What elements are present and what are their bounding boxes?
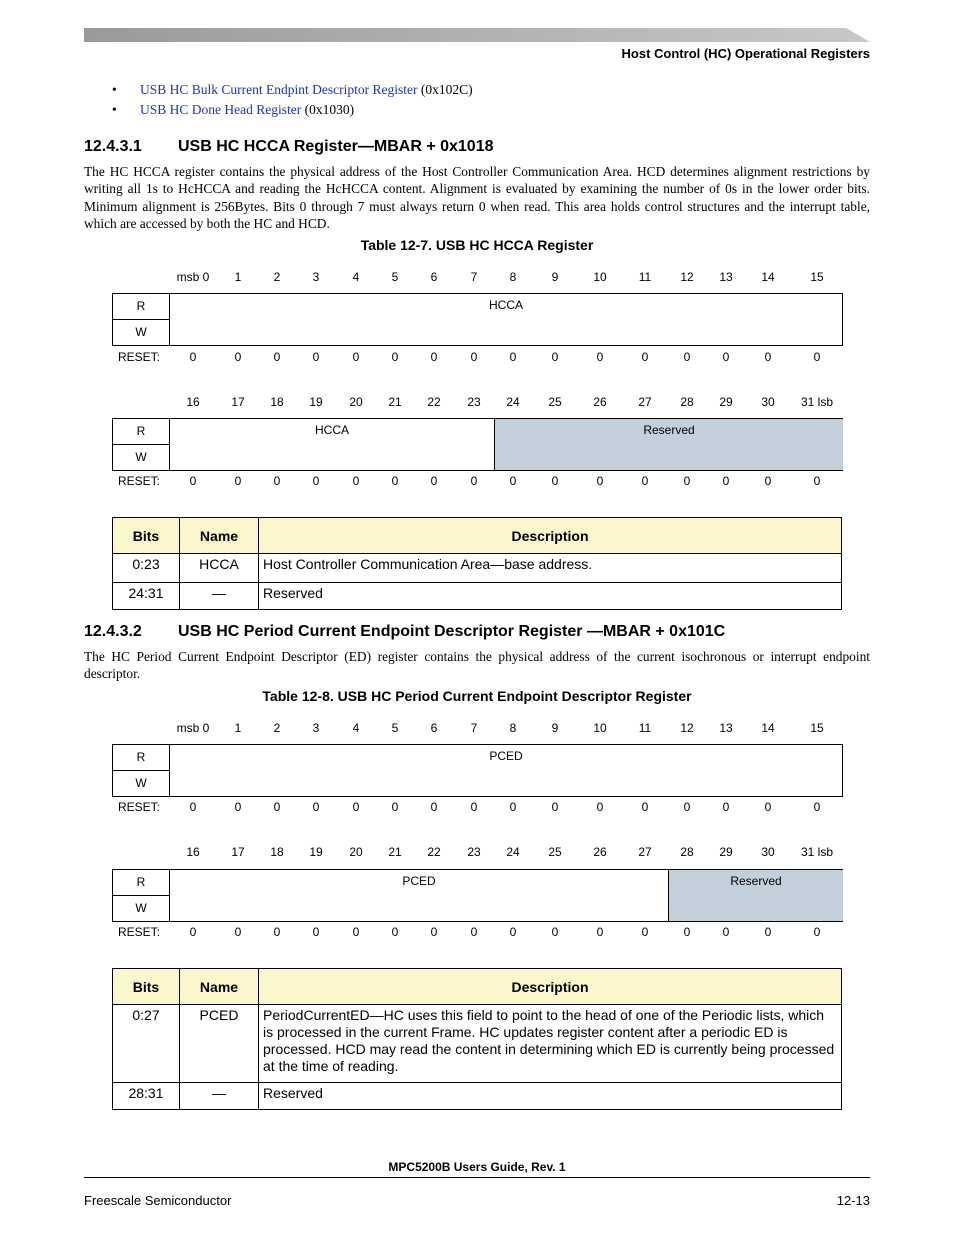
reset-value: 0 bbox=[764, 474, 772, 488]
reset-value: 0 bbox=[551, 925, 559, 939]
bit-numbers-upper bbox=[112, 721, 842, 737]
table-row: 0:23 HCCA Host Controller Communication Area—base address. bbox=[113, 554, 842, 583]
reset-value: 0 bbox=[722, 474, 730, 488]
reset-value: 0 bbox=[391, 350, 399, 364]
reset-value: 0 bbox=[764, 800, 772, 814]
reset-value: 0 bbox=[813, 350, 821, 364]
bit-number: 11 bbox=[638, 270, 652, 284]
bit-number: 13 bbox=[719, 270, 733, 284]
bullet-list bbox=[112, 80, 473, 120]
bit-number: 1 bbox=[234, 721, 242, 735]
reset-value: 0 bbox=[641, 800, 649, 814]
bit-number: 26 bbox=[593, 845, 607, 859]
table-header-row: Bits Name Description bbox=[113, 969, 842, 1005]
bit-number: 15 bbox=[810, 270, 824, 284]
reset-label: RESET: bbox=[118, 474, 161, 488]
table-row: 0:27 PCED PeriodCurrentED—HC uses this field to point to the head of one of the Periodic lists, which is processed in the current Frame. HC updates register content after a periodic ED is processed. HCD may read the content in determining which ED is currently being processed at the time of reading. bbox=[113, 1005, 842, 1083]
read-label: R bbox=[113, 870, 169, 896]
field-reserved: Reserved bbox=[494, 419, 843, 470]
reset-value: 0 bbox=[273, 800, 281, 814]
bit-number: 17 bbox=[231, 395, 245, 409]
reset-row-lower bbox=[112, 925, 842, 941]
section-heading-hcca: 12.4.3.1 USB HC HCCA Register—MBAR + 0x1018 bbox=[84, 138, 494, 155]
bit-number: 28 bbox=[680, 395, 694, 409]
bit-number: 18 bbox=[270, 845, 284, 859]
write-label: W bbox=[135, 901, 147, 915]
footer-rule bbox=[84, 1177, 870, 1178]
bit-number: 8 bbox=[509, 270, 517, 284]
bit-number: 2 bbox=[273, 721, 281, 735]
bit-number: 27 bbox=[638, 395, 652, 409]
register-row-lower bbox=[112, 869, 843, 922]
reset-value: 0 bbox=[312, 350, 320, 364]
reset-value: 0 bbox=[352, 350, 360, 364]
bit-number: 17 bbox=[231, 845, 245, 859]
reset-value: 0 bbox=[509, 474, 517, 488]
reset-value: 0 bbox=[470, 350, 478, 364]
bit-number: 20 bbox=[349, 395, 363, 409]
reset-value: 0 bbox=[509, 800, 517, 814]
bit-number: 29 bbox=[719, 395, 733, 409]
reset-value: 0 bbox=[596, 350, 604, 364]
reset-value: 0 bbox=[813, 474, 821, 488]
bit-number: 3 bbox=[312, 270, 320, 284]
reset-value: 0 bbox=[430, 474, 438, 488]
bullet-item: • USB HC Bulk Current Endpint Descriptor Register (0x102C) bbox=[112, 80, 473, 100]
reset-value: 0 bbox=[312, 800, 320, 814]
bit-number: 9 bbox=[551, 270, 559, 284]
bit-number: 29 bbox=[719, 845, 733, 859]
reset-value: 0 bbox=[470, 800, 478, 814]
reset-value: 0 bbox=[391, 800, 399, 814]
reset-value: 0 bbox=[234, 800, 242, 814]
reset-row-upper bbox=[112, 350, 842, 366]
bit-number: 10 bbox=[593, 721, 607, 735]
read-label: R bbox=[113, 745, 169, 771]
read-label: R bbox=[113, 294, 169, 320]
done-head-link[interactable]: USB HC Done Head Register bbox=[140, 102, 302, 117]
hcca-field-description-table bbox=[112, 517, 842, 610]
bit-number: 15 bbox=[810, 721, 824, 735]
bit-number: 22 bbox=[427, 845, 441, 859]
page-number: 12-13 bbox=[836, 1193, 870, 1208]
bit-number: 22 bbox=[427, 395, 441, 409]
register-row-lower bbox=[112, 418, 843, 471]
field-reserved: Reserved bbox=[668, 870, 843, 921]
reset-value: 0 bbox=[234, 925, 242, 939]
reset-value: 0 bbox=[273, 350, 281, 364]
reset-value: 0 bbox=[813, 925, 821, 939]
reset-value: 0 bbox=[312, 925, 320, 939]
reset-value: 0 bbox=[234, 474, 242, 488]
bit-number: 24 bbox=[506, 395, 520, 409]
bit-number: 2 bbox=[273, 270, 281, 284]
pced-field-description-table bbox=[112, 968, 842, 1110]
field-hcca: HCCA bbox=[488, 298, 523, 312]
bit-numbers-upper bbox=[112, 270, 842, 286]
bit-number: 19 bbox=[309, 845, 323, 859]
table-row: 28:31 — Reserved bbox=[113, 1083, 842, 1110]
write-label: W bbox=[135, 325, 147, 339]
bullet-item: • USB HC Done Head Register (0x1030) bbox=[112, 100, 473, 120]
bit-numbers-lower bbox=[112, 395, 842, 411]
field-hcca: HCCA bbox=[314, 423, 349, 437]
reset-value: 0 bbox=[352, 800, 360, 814]
bit-number: 21 bbox=[388, 845, 402, 859]
reset-value: 0 bbox=[189, 800, 197, 814]
reset-value: 0 bbox=[641, 350, 649, 364]
bit-numbers-lower bbox=[112, 845, 842, 861]
bit-number: 20 bbox=[349, 845, 363, 859]
write-label: W bbox=[135, 450, 147, 464]
bit-number: 6 bbox=[430, 270, 438, 284]
section-heading-pced: 12.4.3.2 USB HC Period Current Endpoint Descriptor Register —MBAR + 0x101C bbox=[84, 623, 726, 640]
reset-value: 0 bbox=[189, 925, 197, 939]
reset-value: 0 bbox=[641, 474, 649, 488]
footer-doc-title: MPC5200B Users Guide, Rev. 1 bbox=[388, 1160, 566, 1174]
register-row-upper bbox=[112, 744, 843, 797]
bit-number: 21 bbox=[388, 395, 402, 409]
reset-value: 0 bbox=[470, 925, 478, 939]
running-header: Host Control (HC) Operational Registers bbox=[621, 46, 870, 61]
reset-value: 0 bbox=[722, 925, 730, 939]
reset-value: 0 bbox=[551, 474, 559, 488]
reset-value: 0 bbox=[641, 925, 649, 939]
bit-number: 31 lsb bbox=[800, 845, 834, 859]
bit-number: 18 bbox=[270, 395, 284, 409]
bit-number: 31 lsb bbox=[800, 395, 834, 409]
bit-number: 25 bbox=[548, 395, 562, 409]
field-pced: PCED bbox=[489, 749, 523, 763]
table-caption-12-7: Table 12-7. USB HC HCCA Register bbox=[360, 237, 594, 253]
table-caption-12-8: Table 12-8. USB HC Period Current Endpoint Descriptor Register bbox=[262, 688, 692, 704]
field-pced: PCED bbox=[402, 874, 436, 888]
reset-value: 0 bbox=[596, 474, 604, 488]
header-bar-notch bbox=[846, 28, 870, 42]
register-row-upper bbox=[112, 293, 843, 346]
reset-value: 0 bbox=[391, 474, 399, 488]
bit-number: 14 bbox=[761, 270, 775, 284]
reset-value: 0 bbox=[683, 350, 691, 364]
bit-number: 23 bbox=[467, 845, 481, 859]
bit-number: 7 bbox=[470, 270, 478, 284]
reset-label: RESET: bbox=[118, 925, 161, 939]
bit-number: 24 bbox=[506, 845, 520, 859]
bit-number: 26 bbox=[593, 395, 607, 409]
bit-number: 30 bbox=[761, 845, 775, 859]
reset-value: 0 bbox=[352, 925, 360, 939]
bit-number: 16 bbox=[186, 395, 200, 409]
bit-number: 23 bbox=[467, 395, 481, 409]
bit-number: 12 bbox=[680, 270, 694, 284]
write-label: W bbox=[135, 776, 147, 790]
bit-number: 25 bbox=[548, 845, 562, 859]
bulk-current-ed-link[interactable]: USB HC Bulk Current Endpint Descriptor Register bbox=[140, 82, 418, 97]
reset-value: 0 bbox=[596, 800, 604, 814]
reset-value: 0 bbox=[813, 800, 821, 814]
reset-value: 0 bbox=[551, 800, 559, 814]
table-header-row: Bits Name Description bbox=[113, 518, 842, 554]
reset-value: 0 bbox=[273, 474, 281, 488]
reset-value: 0 bbox=[391, 925, 399, 939]
reset-value: 0 bbox=[683, 474, 691, 488]
reset-label: RESET: bbox=[118, 800, 161, 814]
bit-number: 12 bbox=[680, 721, 694, 735]
bit-number: 10 bbox=[593, 270, 607, 284]
section-body-hcca: The HC HCCA register contains the physical address of the Host Controller Communication Area. HCD determines alignment restrictions by writing all 1s to HcHCCA and reading the HcHCCA content. Alignment is evaluated by examining the number of 0s in the lower order bits. Minimum alignment is 256Bytes. Bits 0 through 7 must always return 0 when read. This area holds control structures and the interrupt table, which are accessed by both the HC and HCD. bbox=[84, 164, 870, 231]
bit-number: 13 bbox=[719, 721, 733, 735]
reset-value: 0 bbox=[764, 350, 772, 364]
reset-value: 0 bbox=[189, 350, 197, 364]
reset-value: 0 bbox=[273, 925, 281, 939]
bit-number: 11 bbox=[638, 721, 652, 735]
reset-value: 0 bbox=[509, 925, 517, 939]
reset-value: 0 bbox=[764, 925, 772, 939]
bit-number: 3 bbox=[312, 721, 320, 735]
bit-number: 19 bbox=[309, 395, 323, 409]
bit-number: 4 bbox=[352, 270, 360, 284]
reset-value: 0 bbox=[234, 350, 242, 364]
reset-row-lower bbox=[112, 474, 842, 490]
reset-value: 0 bbox=[352, 474, 360, 488]
footer-company: Freescale Semiconductor bbox=[84, 1193, 232, 1208]
bit-number: 8 bbox=[509, 721, 517, 735]
bit-number: 6 bbox=[430, 721, 438, 735]
bit-number: 1 bbox=[234, 270, 242, 284]
reset-value: 0 bbox=[189, 474, 197, 488]
bit-number: 5 bbox=[391, 270, 399, 284]
section-body-pced: The HC Period Current Endpoint Descriptor (ED) register contains the physical address of the current isochronous or interrupt endpoint descriptor. bbox=[84, 649, 870, 682]
bit-number: msb 0 bbox=[176, 270, 210, 284]
reset-value: 0 bbox=[430, 800, 438, 814]
reset-value: 0 bbox=[551, 350, 559, 364]
reset-value: 0 bbox=[722, 350, 730, 364]
bit-number: 16 bbox=[186, 845, 200, 859]
reset-label: RESET: bbox=[118, 350, 161, 364]
bit-number: 9 bbox=[551, 721, 559, 735]
reset-value: 0 bbox=[683, 800, 691, 814]
bit-number: 7 bbox=[470, 721, 478, 735]
reset-value: 0 bbox=[722, 800, 730, 814]
reset-value: 0 bbox=[430, 350, 438, 364]
read-label: R bbox=[113, 419, 169, 445]
reset-value: 0 bbox=[312, 474, 320, 488]
reset-value: 0 bbox=[596, 925, 604, 939]
table-row: 24:31 — Reserved bbox=[113, 583, 842, 610]
reset-value: 0 bbox=[470, 474, 478, 488]
bit-number: 4 bbox=[352, 721, 360, 735]
register-diagram-hcca bbox=[112, 270, 842, 500]
reset-value: 0 bbox=[430, 925, 438, 939]
bit-number: 30 bbox=[761, 395, 775, 409]
bit-number: 28 bbox=[680, 845, 694, 859]
register-diagram-pced bbox=[112, 721, 842, 951]
bit-number: 5 bbox=[391, 721, 399, 735]
reset-value: 0 bbox=[683, 925, 691, 939]
reset-value: 0 bbox=[509, 350, 517, 364]
bit-number: 27 bbox=[638, 845, 652, 859]
bit-number: 14 bbox=[761, 721, 775, 735]
bit-number: msb 0 bbox=[176, 721, 210, 735]
header-bar bbox=[84, 28, 870, 42]
reset-row-upper bbox=[112, 800, 842, 816]
